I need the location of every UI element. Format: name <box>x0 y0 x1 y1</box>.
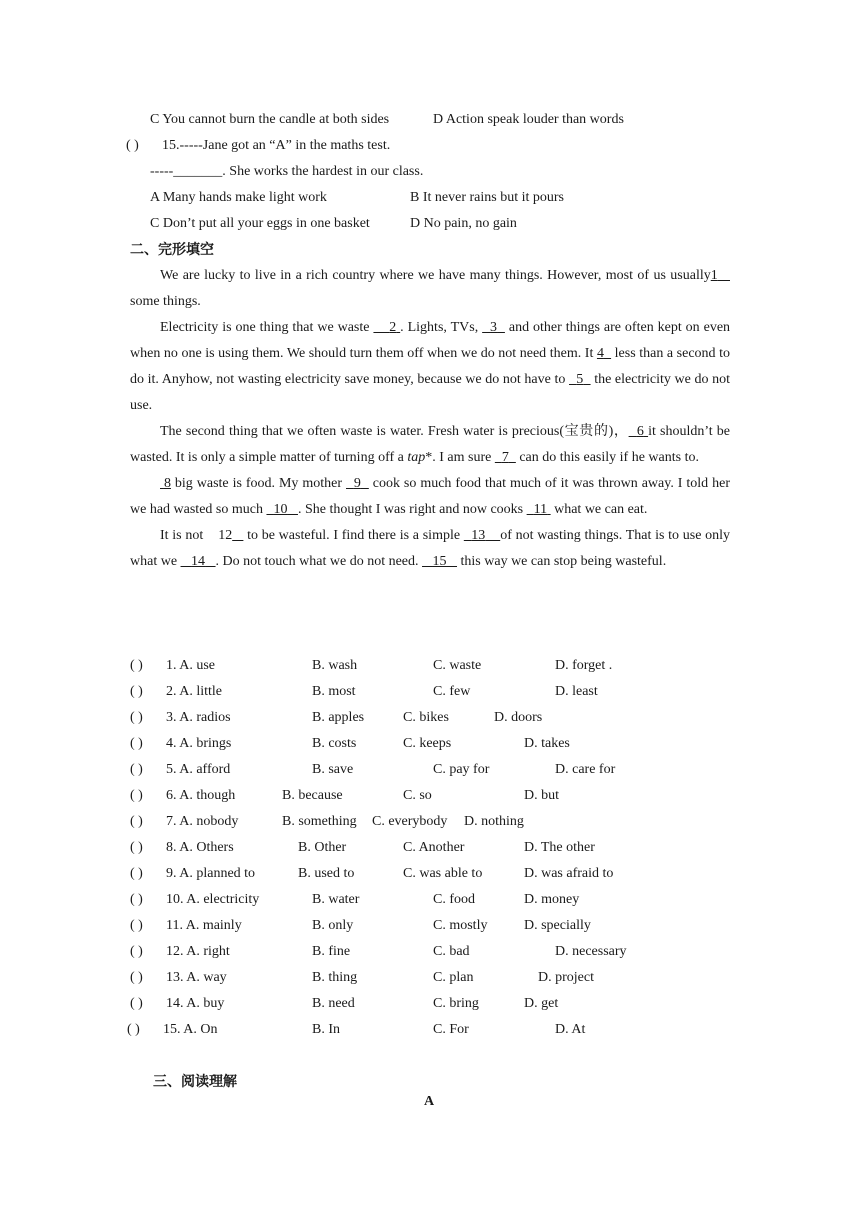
q15-stem: 15.-----Jane got an “A” in the maths test. <box>162 138 391 153</box>
choice-11-d: D. specially <box>524 918 591 933</box>
blank-6: 6 <box>636 424 644 439</box>
choice-8-a: 8. A. Others <box>166 840 234 855</box>
choice-8-paren: ( ) <box>130 840 143 855</box>
choice-12-a: 12. A. right <box>166 944 230 959</box>
choice-3-c: C. bikes <box>403 710 449 725</box>
choice-3-b: B. apples <box>312 710 365 725</box>
choice-9-c: C. was able to <box>403 866 483 881</box>
cloze-paragraph-3: The second thing that we often waste is water. Fresh water is precious(宝贵的)， 6 it shouldn’t be wasted. It is only a simple matter of turning off a tap*. I am sure 7 can do this easily if he wants to. <box>130 424 730 465</box>
choice-14-paren: ( ) <box>130 996 143 1011</box>
cloze-paragraph-5: It is not 12 to be wasteful. I find there is a simple 13 of not wasting things. That is to use only what we 14 . Do not touch what we do not need. 15 this way we can stop being wasteful. <box>130 528 731 569</box>
choice-14-a: 14. A. buy <box>166 996 225 1011</box>
choice-9-b: B. used to <box>298 866 355 881</box>
choice-10-d: D. money <box>524 892 580 907</box>
choice-4-a: 4. A. brings <box>166 736 232 751</box>
choice-4-paren: ( ) <box>130 736 143 751</box>
choice-9-paren: ( ) <box>130 866 143 881</box>
blank-11: 11 <box>533 502 548 517</box>
choice-1-a: 1. A. use <box>166 658 215 673</box>
choice-5-b: B. save <box>312 762 354 777</box>
q15-option-a: A Many hands make light work <box>150 190 327 205</box>
q14-option-d: D Action speak louder than words <box>433 112 624 127</box>
choice-1-d: D. forget . <box>555 658 613 673</box>
blank-8: 8 <box>163 476 171 491</box>
choice-3-paren: ( ) <box>130 710 143 725</box>
q15-option-d: D No pain, no gain <box>410 216 517 231</box>
blank-7: 7 <box>501 450 509 465</box>
blank-15: 15 <box>432 554 447 569</box>
choice-11-a: 11. A. mainly <box>166 918 242 933</box>
reading-passage-label: A <box>424 1094 435 1109</box>
choice-7-c: C. everybody <box>372 814 448 829</box>
choice-15-paren: ( ) <box>127 1022 140 1037</box>
choice-15-c: C. For <box>433 1022 469 1037</box>
section-heading-reading: 三、阅读理解 <box>153 1074 237 1090</box>
q14-option-c: C You cannot burn the candle at both sides <box>150 112 390 127</box>
choice-4-d: D. takes <box>524 736 570 751</box>
choice-2-c: C. few <box>433 684 471 699</box>
choice-12-b: B. fine <box>312 944 351 959</box>
choice-6-c: C. so <box>403 788 432 803</box>
blank-12: 12 <box>218 528 233 543</box>
choice-5-c: C. pay for <box>433 762 490 777</box>
choice-15-d: D. At <box>555 1022 586 1037</box>
choice-7-b: B. something <box>282 814 357 829</box>
blank-13: 13 <box>471 528 486 543</box>
q15-option-b: B It never rains but it pours <box>410 190 564 205</box>
blank-1: 1 <box>710 268 718 283</box>
choice-1-b: B. wash <box>312 658 358 673</box>
choice-13-paren: ( ) <box>130 970 143 985</box>
choice-3-a: 3. A. radios <box>166 710 231 725</box>
choice-7-d: D. nothing <box>464 814 524 829</box>
blank-9: 9 <box>353 476 361 491</box>
blank-10: 10 <box>273 502 288 517</box>
blank-2: 2 <box>389 320 397 335</box>
choice-12-c: C. bad <box>433 944 470 959</box>
choice-12-d: D. necessary <box>555 944 627 959</box>
choice-1-c: C. waste <box>433 658 482 673</box>
choice-9-d: D. was afraid to <box>524 866 614 881</box>
choice-8-b: B. Other <box>298 840 347 855</box>
choice-2-d: D. least <box>555 684 598 699</box>
blank-14: 14 <box>191 554 206 569</box>
choice-2-b: B. most <box>312 684 356 699</box>
choice-4-c: C. keeps <box>403 736 452 751</box>
blank-3: 3 <box>490 320 498 335</box>
cloze-paragraph-1: We are lucky to live in a rich country where we have many things. However, most of us usually1 some things. <box>130 263 730 315</box>
choice-14-c: C. bring <box>433 996 479 1011</box>
choice-15-a: 15. A. On <box>163 1022 218 1037</box>
q15-answer-paren: ( ) <box>126 138 139 153</box>
choice-6-a: 6. A. though <box>166 788 236 803</box>
choice-6-paren: ( ) <box>130 788 143 803</box>
choice-4-b: B. costs <box>312 736 357 751</box>
q15-reply: -----_______. She works the hardest in our class. <box>150 164 424 179</box>
choice-11-paren: ( ) <box>130 918 143 933</box>
choice-8-c: C. Another <box>403 840 465 855</box>
choice-13-d: D. project <box>538 970 594 985</box>
choice-10-b: B. water <box>312 892 360 907</box>
cloze-paragraph-4: 8 big waste is food. My mother 9 cook so much food that much of it was thrown away. I told her we had wasted so much 10 . She thought I was right and now cooks 11 what we can eat. <box>130 476 730 517</box>
choice-6-b: B. because <box>282 788 343 803</box>
choice-7-paren: ( ) <box>130 814 143 829</box>
choice-13-b: B. thing <box>312 970 358 985</box>
choice-10-c: C. food <box>433 892 475 907</box>
choice-5-a: 5. A. afford <box>166 762 231 777</box>
choice-2-a: 2. A. little <box>166 684 222 699</box>
choice-1-paren: ( ) <box>130 658 143 673</box>
section-heading-cloze: 二、完形填空 <box>130 242 214 258</box>
choice-5-paren: ( ) <box>130 762 143 777</box>
choice-14-d: D. get <box>524 996 559 1011</box>
cloze-passage <box>130 263 730 575</box>
choice-12-paren: ( ) <box>130 944 143 959</box>
choice-3-d: D. doors <box>494 710 543 725</box>
blank-5: 5 <box>576 372 584 387</box>
choice-15-b: B. In <box>312 1022 340 1037</box>
choice-7-a: 7. A. nobody <box>166 814 239 829</box>
choice-2-paren: ( ) <box>130 684 143 699</box>
choice-13-a: 13. A. way <box>166 970 227 985</box>
choice-14-b: B. need <box>312 996 355 1011</box>
choice-8-d: D. The other <box>524 840 595 855</box>
choice-9-a: 9. A. planned to <box>166 866 256 881</box>
choice-10-paren: ( ) <box>130 892 143 907</box>
choice-10-a: 10. A. electricity <box>166 892 260 907</box>
q15-option-c: C Don’t put all your eggs in one basket <box>150 216 370 231</box>
choice-11-b: B. only <box>312 918 354 933</box>
cloze-paragraph-2: Electricity is one thing that we waste 2 . Lights, TVs, 3 and other things are often kept on even when no one is using them. We should turn them off when we do not need them. It 4 less than a second to do it. Anyhow, not wasting electricity save money, because we do not have to 5 the electricity we do not use. <box>130 320 731 413</box>
choice-11-c: C. mostly <box>433 918 488 933</box>
choice-6-d: D. but <box>524 788 559 803</box>
choice-13-c: C. plan <box>433 970 474 985</box>
choice-5-d: D. care for <box>555 762 616 777</box>
blank-4: 4 <box>596 346 604 361</box>
